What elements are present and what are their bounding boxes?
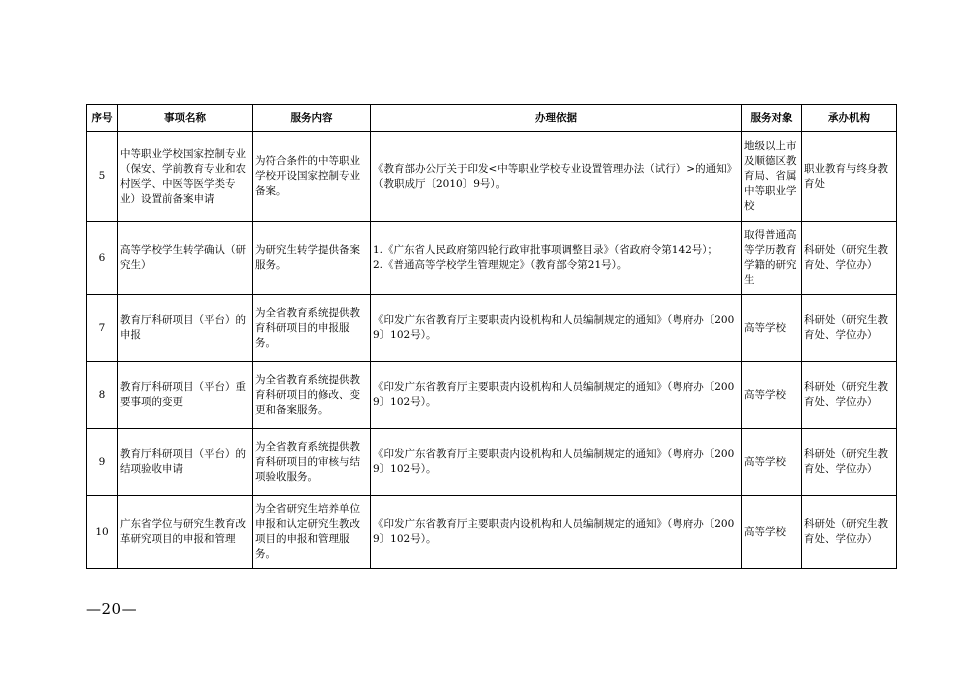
table-row: [87, 132, 897, 222]
header-service-target: 服务对象: [742, 105, 802, 132]
table-body: [87, 132, 897, 569]
cell-index: 5: [87, 132, 118, 222]
cell-legal-basis: 《印发广东省教育厅主要职责内设机构和人员编制规定的通知》（粤府办〔2009〕102号）。: [371, 496, 742, 569]
table-header-row: [87, 105, 897, 132]
cell-item-name: 中等职业学校国家控制专业（保安、学前教育专业和农村医学、中医等医学类专业）设置前备案申请: [118, 132, 253, 222]
cell-index: 7: [87, 295, 118, 362]
cell-legal-basis: 《印发广东省教育厅主要职责内设机构和人员编制规定的通知》（粤府办〔2009〕102号）。: [371, 295, 742, 362]
cell-handling-org: 科研处（研究生教育处、学位办）: [802, 222, 897, 295]
cell-legal-basis: 《印发广东省教育厅主要职责内设机构和人员编制规定的通知》（粤府办〔2009〕102号）。: [371, 362, 742, 429]
table-row: [87, 429, 897, 496]
cell-service-content: 为研究生转学提供备案服务。: [253, 222, 371, 295]
cell-service-content: 为全省教育系统提供教育科研项目的修改、变更和备案服务。: [253, 362, 371, 429]
service-items-table: [86, 104, 897, 569]
cell-legal-basis: 《印发广东省教育厅主要职责内设机构和人员编制规定的通知》（粤府办〔2009〕102号）。: [371, 429, 742, 496]
cell-service-content: 为全省教育系统提供教育科研项目的申报服务。: [253, 295, 371, 362]
cell-legal-basis: 《教育部办公厅关于印发<中等职业学校专业设置管理办法（试行）>的通知》（教职成厅〔2010〕9号）。: [371, 132, 742, 222]
header-handling-org: 承办机构: [802, 105, 897, 132]
header-item-name: 事项名称: [118, 105, 253, 132]
cell-service-content: 为符合条件的中等职业学校开设国家控制专业备案。: [253, 132, 371, 222]
table-row: [87, 222, 897, 295]
cell-service-target: 高等学校: [742, 496, 802, 569]
cell-index: 8: [87, 362, 118, 429]
header-index: 序号: [87, 105, 118, 132]
header-service-content: 服务内容: [253, 105, 371, 132]
cell-item-name: 教育厅科研项目（平台）的申报: [118, 295, 253, 362]
cell-handling-org: 科研处（研究生教育处、学位办）: [802, 496, 897, 569]
cell-service-target: 地级以上市及顺德区教育局、省属中等职业学校: [742, 132, 802, 222]
cell-service-target: 高等学校: [742, 362, 802, 429]
cell-item-name: 教育厅科研项目（平台）的结项验收申请: [118, 429, 253, 496]
cell-item-name: 广东省学位与研究生教育改革研究项目的申报和管理: [118, 496, 253, 569]
table-row: [87, 496, 897, 569]
cell-item-name: 高等学校学生转学确认（研究生）: [118, 222, 253, 295]
header-legal-basis: 办理依据: [371, 105, 742, 132]
table-row: [87, 295, 897, 362]
cell-service-content: 为全省研究生培养单位申报和认定研究生教改项目的申报和管理服务。: [253, 496, 371, 569]
cell-handling-org: 职业教育与终身教育处: [802, 132, 897, 222]
cell-index: 10: [87, 496, 118, 569]
cell-index: 9: [87, 429, 118, 496]
cell-item-name: 教育厅科研项目（平台）重要事项的变更: [118, 362, 253, 429]
page-number: —20—: [86, 600, 138, 618]
cell-handling-org: 科研处（研究生教育处、学位办）: [802, 295, 897, 362]
cell-legal-basis: 1.《广东省人民政府第四轮行政审批事项调整目录》（省政府令第142号）； 2.《普通高等学校学生管理规定》（教育部令第21号）。: [371, 222, 742, 295]
cell-service-target: 取得普通高等学历教育学籍的研究生: [742, 222, 802, 295]
cell-handling-org: 科研处（研究生教育处、学位办）: [802, 429, 897, 496]
cell-service-target: 高等学校: [742, 429, 802, 496]
table-row: [87, 362, 897, 429]
service-table-sheet: [86, 104, 896, 569]
cell-index: 6: [87, 222, 118, 295]
cell-service-content: 为全省教育系统提供教育科研项目的审核与结项验收服务。: [253, 429, 371, 496]
cell-service-target: 高等学校: [742, 295, 802, 362]
cell-handling-org: 科研处（研究生教育处、学位办）: [802, 362, 897, 429]
